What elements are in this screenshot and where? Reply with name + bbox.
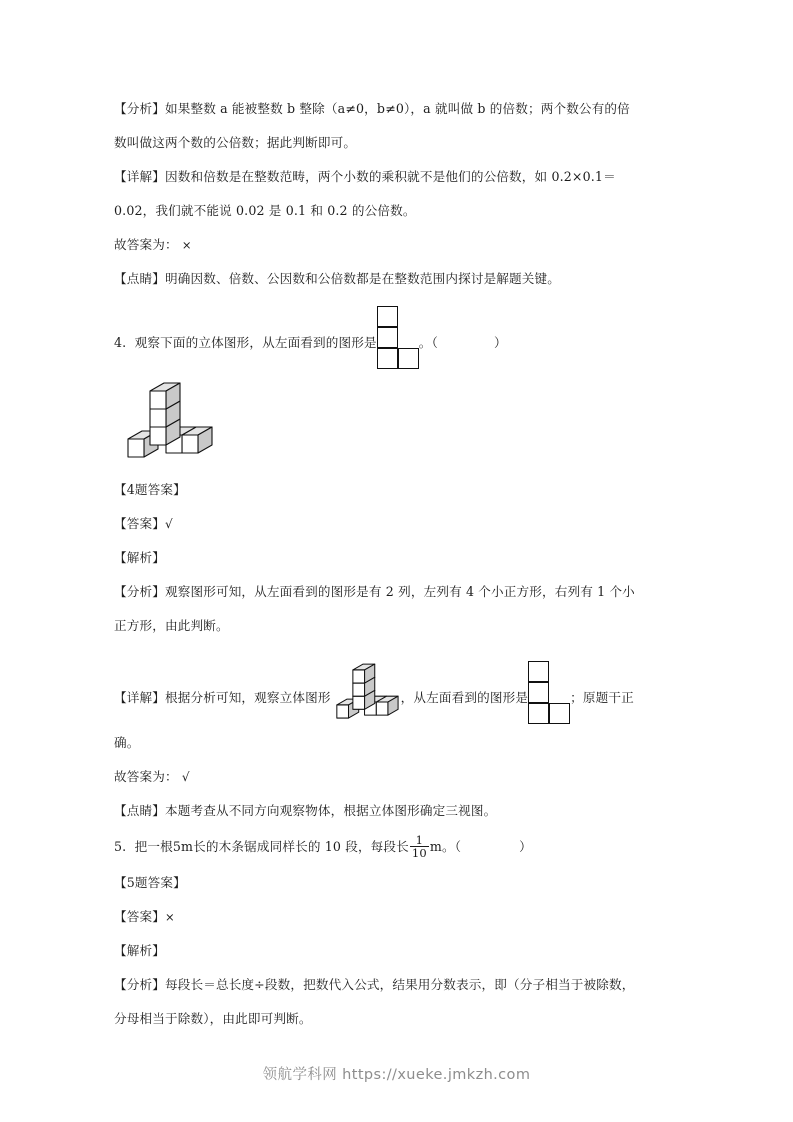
q5-stem: [114, 828, 686, 866]
q5-answer-header: 【5题答案】: [114, 875, 186, 890]
q5-answer-label: 【答案】: [114, 909, 165, 924]
q5-stem-tail: ）: [519, 839, 532, 854]
q4-detail-prefix: 【详解】根据分析可知，观察立体图形: [114, 690, 331, 705]
q4-analysis-line-1: 【分析】观察图形可知，从左面看到的图形是有 2 列，左列有 4 个小正方形，右列有 1 个小: [114, 584, 635, 599]
q3-answer-label: 故答案为：: [114, 237, 178, 252]
q4-stem-after: 。（: [418, 335, 438, 350]
q5-analysis-header: 【解析】: [114, 943, 165, 958]
grid-cell: [398, 348, 419, 369]
q3-answer-mark: ×: [181, 238, 192, 252]
grid-cell: [377, 327, 398, 348]
footer-site-name: 领航学科网: [262, 1067, 338, 1083]
q5-stem-text: 把一根5m长的木条锯成同样长的 10 段，每段长: [134, 839, 409, 854]
q5-stem-unit: m: [429, 839, 442, 854]
q4-solid-figure-row: [114, 381, 686, 473]
fraction-denominator: 10: [411, 845, 427, 860]
q5-stem-after: 。（: [441, 839, 462, 854]
q4-detail-suffix: ；原题干正: [570, 690, 634, 705]
q3-analysis-line-1: 【分析】如果整数 a 能被整数 b 整除（a≠0，b≠0），a 就叫做 b 的倍数；两个数公有的倍: [114, 101, 630, 116]
isometric-cube-solid-inline: [331, 662, 401, 726]
q3-answer-line: [114, 228, 686, 262]
grid-cell: [528, 703, 549, 724]
q3-detail-line-1: 【详解】因数和倍数是在整数范畴，两个小数的乘积就不是他们的公倍数，如 0.2×0.1＝: [114, 169, 616, 184]
q5-answer-row: [114, 900, 686, 934]
document-content: [114, 92, 686, 1036]
q5-analysis-line-1: 【分析】每段长＝总长度÷段数，把数代入公式，结果用分数表示，即（分子相当于被除数，: [114, 977, 635, 992]
q4-number: 4.: [114, 335, 127, 350]
grid-cell: [549, 703, 570, 724]
q4-final-answer-row: [114, 760, 686, 794]
q5-answer-mark: ×: [164, 910, 175, 924]
footer-watermark: [0, 1063, 793, 1084]
fraction-one-tenth: [410, 834, 429, 860]
q5-number: 5.: [114, 839, 127, 854]
q4-stem-tail: ）: [493, 335, 507, 350]
footer-url: https://xueke.jmkzh.com: [342, 1067, 531, 1083]
q4-answer-row: [114, 507, 686, 541]
grid-cell: [377, 306, 398, 327]
q4-answer-mark: √: [164, 517, 173, 531]
q4-answer-header: 【4题答案】: [114, 482, 186, 497]
q3-key-point: 【点睛】明确因数、倍数、公因数和公倍数都是在整数范围内探讨是解题关键。: [114, 271, 561, 286]
q4-key-point: 【点睛】本题考查从不同方向观察物体，根据立体图形确定三视图。: [114, 803, 497, 818]
spacer: [114, 643, 686, 661]
left-view-grid-figure: [377, 306, 419, 369]
q4-detail-middle: ，从左面看到的图形是: [400, 690, 529, 705]
grid-cell: [528, 682, 549, 703]
q4-stem-text: 观察下面的立体图形，从左面看到的图形是: [134, 335, 377, 350]
spacer: [114, 296, 686, 306]
q4-stem: [114, 306, 686, 369]
grid-cell: [377, 348, 398, 369]
q4-final-answer-label: 故答案为：: [114, 769, 178, 784]
q4-detail-line-2: 确。: [114, 735, 140, 750]
q4-detail-line: [114, 661, 686, 726]
fraction-numerator: 1: [415, 832, 424, 847]
q5-analysis-line-2: 分母相当于除数），由此即可判断。: [114, 1011, 312, 1026]
q4-final-answer-mark: √: [181, 770, 190, 784]
spacer: [114, 369, 686, 381]
q4-analysis-header: 【解析】: [114, 550, 165, 565]
isometric-cube-solid-large: [120, 381, 216, 467]
q3-analysis-line-2: 数叫做这两个数的公倍数；据此判断即可。: [114, 135, 357, 150]
grid-cell: [528, 661, 549, 682]
left-view-grid-figure-inline: [528, 661, 570, 724]
q4-answer-label: 【答案】: [114, 516, 165, 531]
q4-analysis-line-2: 正方形，由此判断。: [114, 618, 229, 633]
q3-detail-line-2: 0.02，我们就不能说 0.02 是 0.1 和 0.2 的公倍数。: [114, 203, 416, 218]
